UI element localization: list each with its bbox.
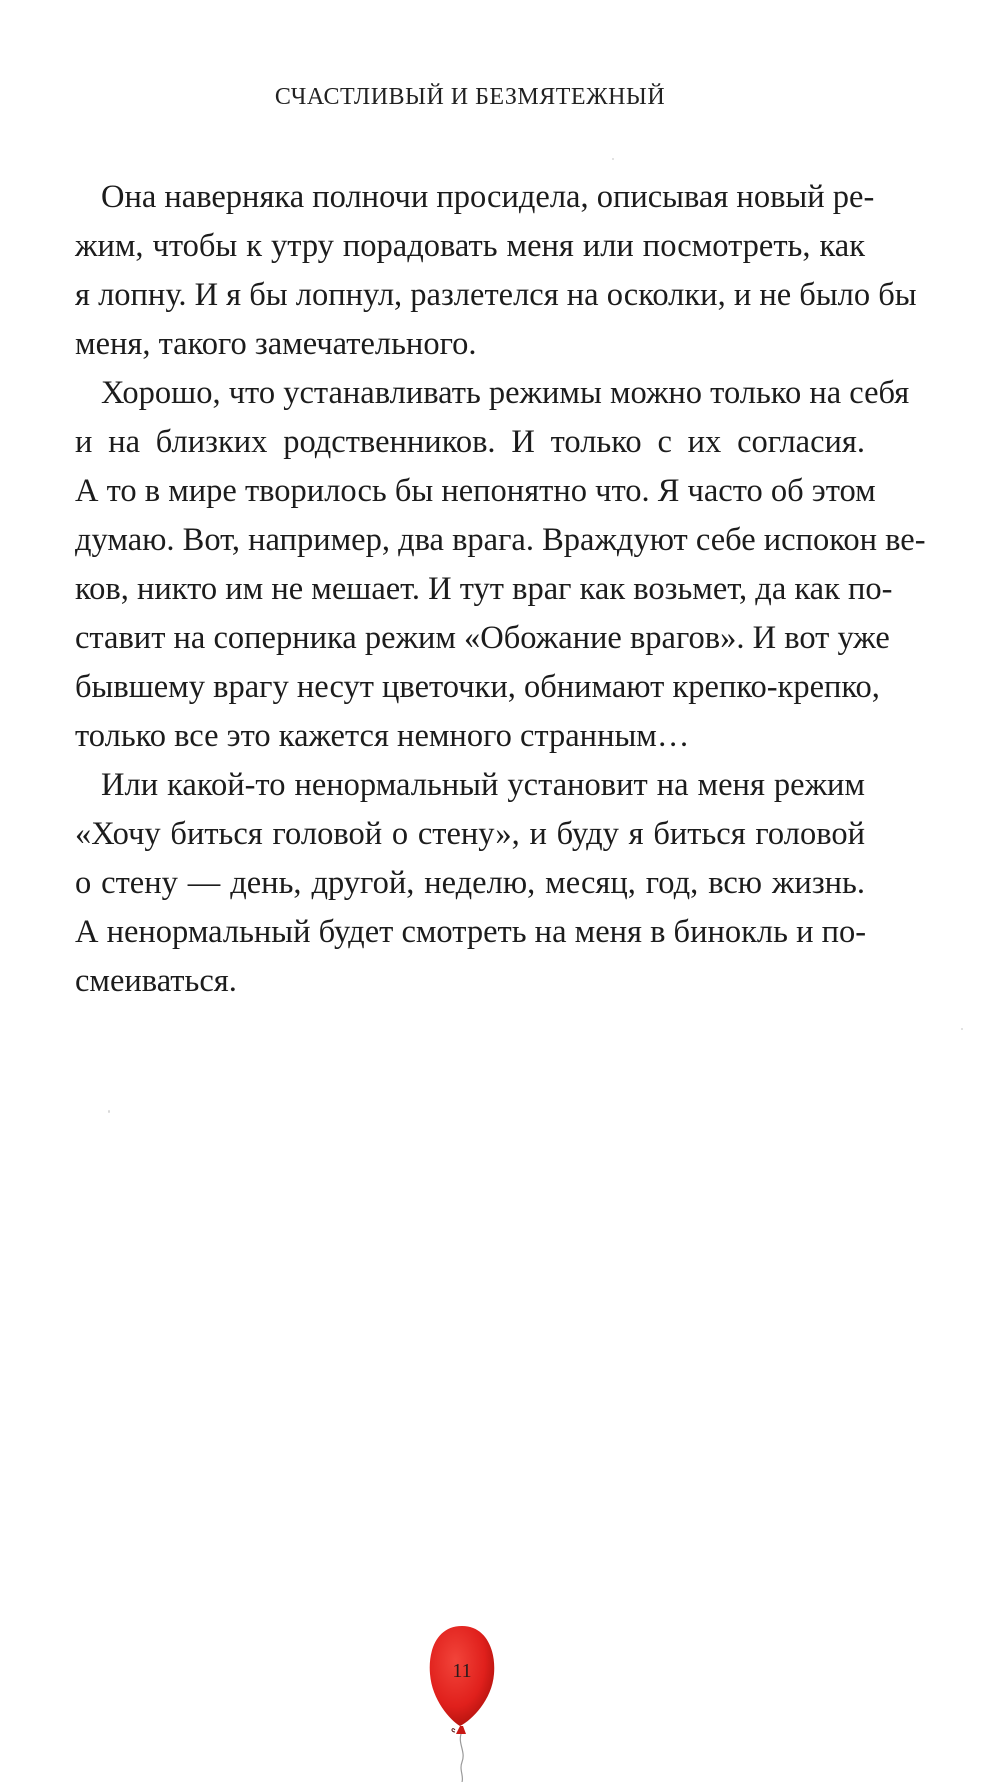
- text-line: ков, никто им не мешает. И тут враг как возьмет, да как по-: [75, 571, 893, 607]
- text-line: жим, чтобы к утру порадовать меня или посмотреть, как: [75, 228, 865, 264]
- speck: [612, 158, 614, 160]
- running-title: СЧАСТЛИВЫЙ И БЕЗМЯТЕЖНЫЙ: [274, 84, 666, 110]
- text-line: А то в мире творилось бы непонятно что. Я часто об этом: [75, 473, 876, 509]
- text-line: Хорошо, что устанавливать режимы можно только на себя: [101, 375, 910, 411]
- text-line: бывшему врагу несут цветочки, обнимают крепко-крепко,: [75, 669, 880, 705]
- page-number-balloon: [422, 1622, 502, 1782]
- paragraph-3: [75, 761, 865, 1006]
- text-line: «Хочу биться головой о стену», и буду я биться головой: [75, 816, 865, 852]
- text-line: я лопну. И я бы лопнул, разлетелся на осколки, и не было бы: [75, 277, 917, 313]
- text-line: о стену — день, другой, неделю, месяц, год, всю жизнь.: [75, 865, 865, 901]
- text-line: думаю. Вот, например, два врага. Враждуют себе испокон ве-: [75, 522, 926, 558]
- text-line: только все это кажется немного странным…: [75, 718, 690, 754]
- speck: [108, 1110, 110, 1113]
- text-line: ставит на соперника режим «Обожание врагов». И вот уже: [75, 620, 890, 656]
- text-line: А ненормальный будет смотреть на меня в бинокль и по-: [75, 914, 867, 950]
- text-line: Она наверняка полночи просидела, описывая новый ре-: [101, 179, 875, 215]
- body-text: [75, 173, 926, 1006]
- page-number: 11: [452, 1660, 472, 1682]
- text-line: Или какой-то ненормальный установит на меня режим: [101, 767, 865, 803]
- paragraph-2: [75, 369, 926, 761]
- text-line: смеиваться.: [75, 963, 237, 999]
- text-line: меня, такого замечательного.: [75, 326, 477, 362]
- balloon-icon: [422, 1622, 502, 1782]
- paragraph-1: [75, 173, 917, 369]
- text-line: и на близких родственников. И только с их согласия.: [75, 424, 865, 460]
- speck: [961, 1028, 963, 1030]
